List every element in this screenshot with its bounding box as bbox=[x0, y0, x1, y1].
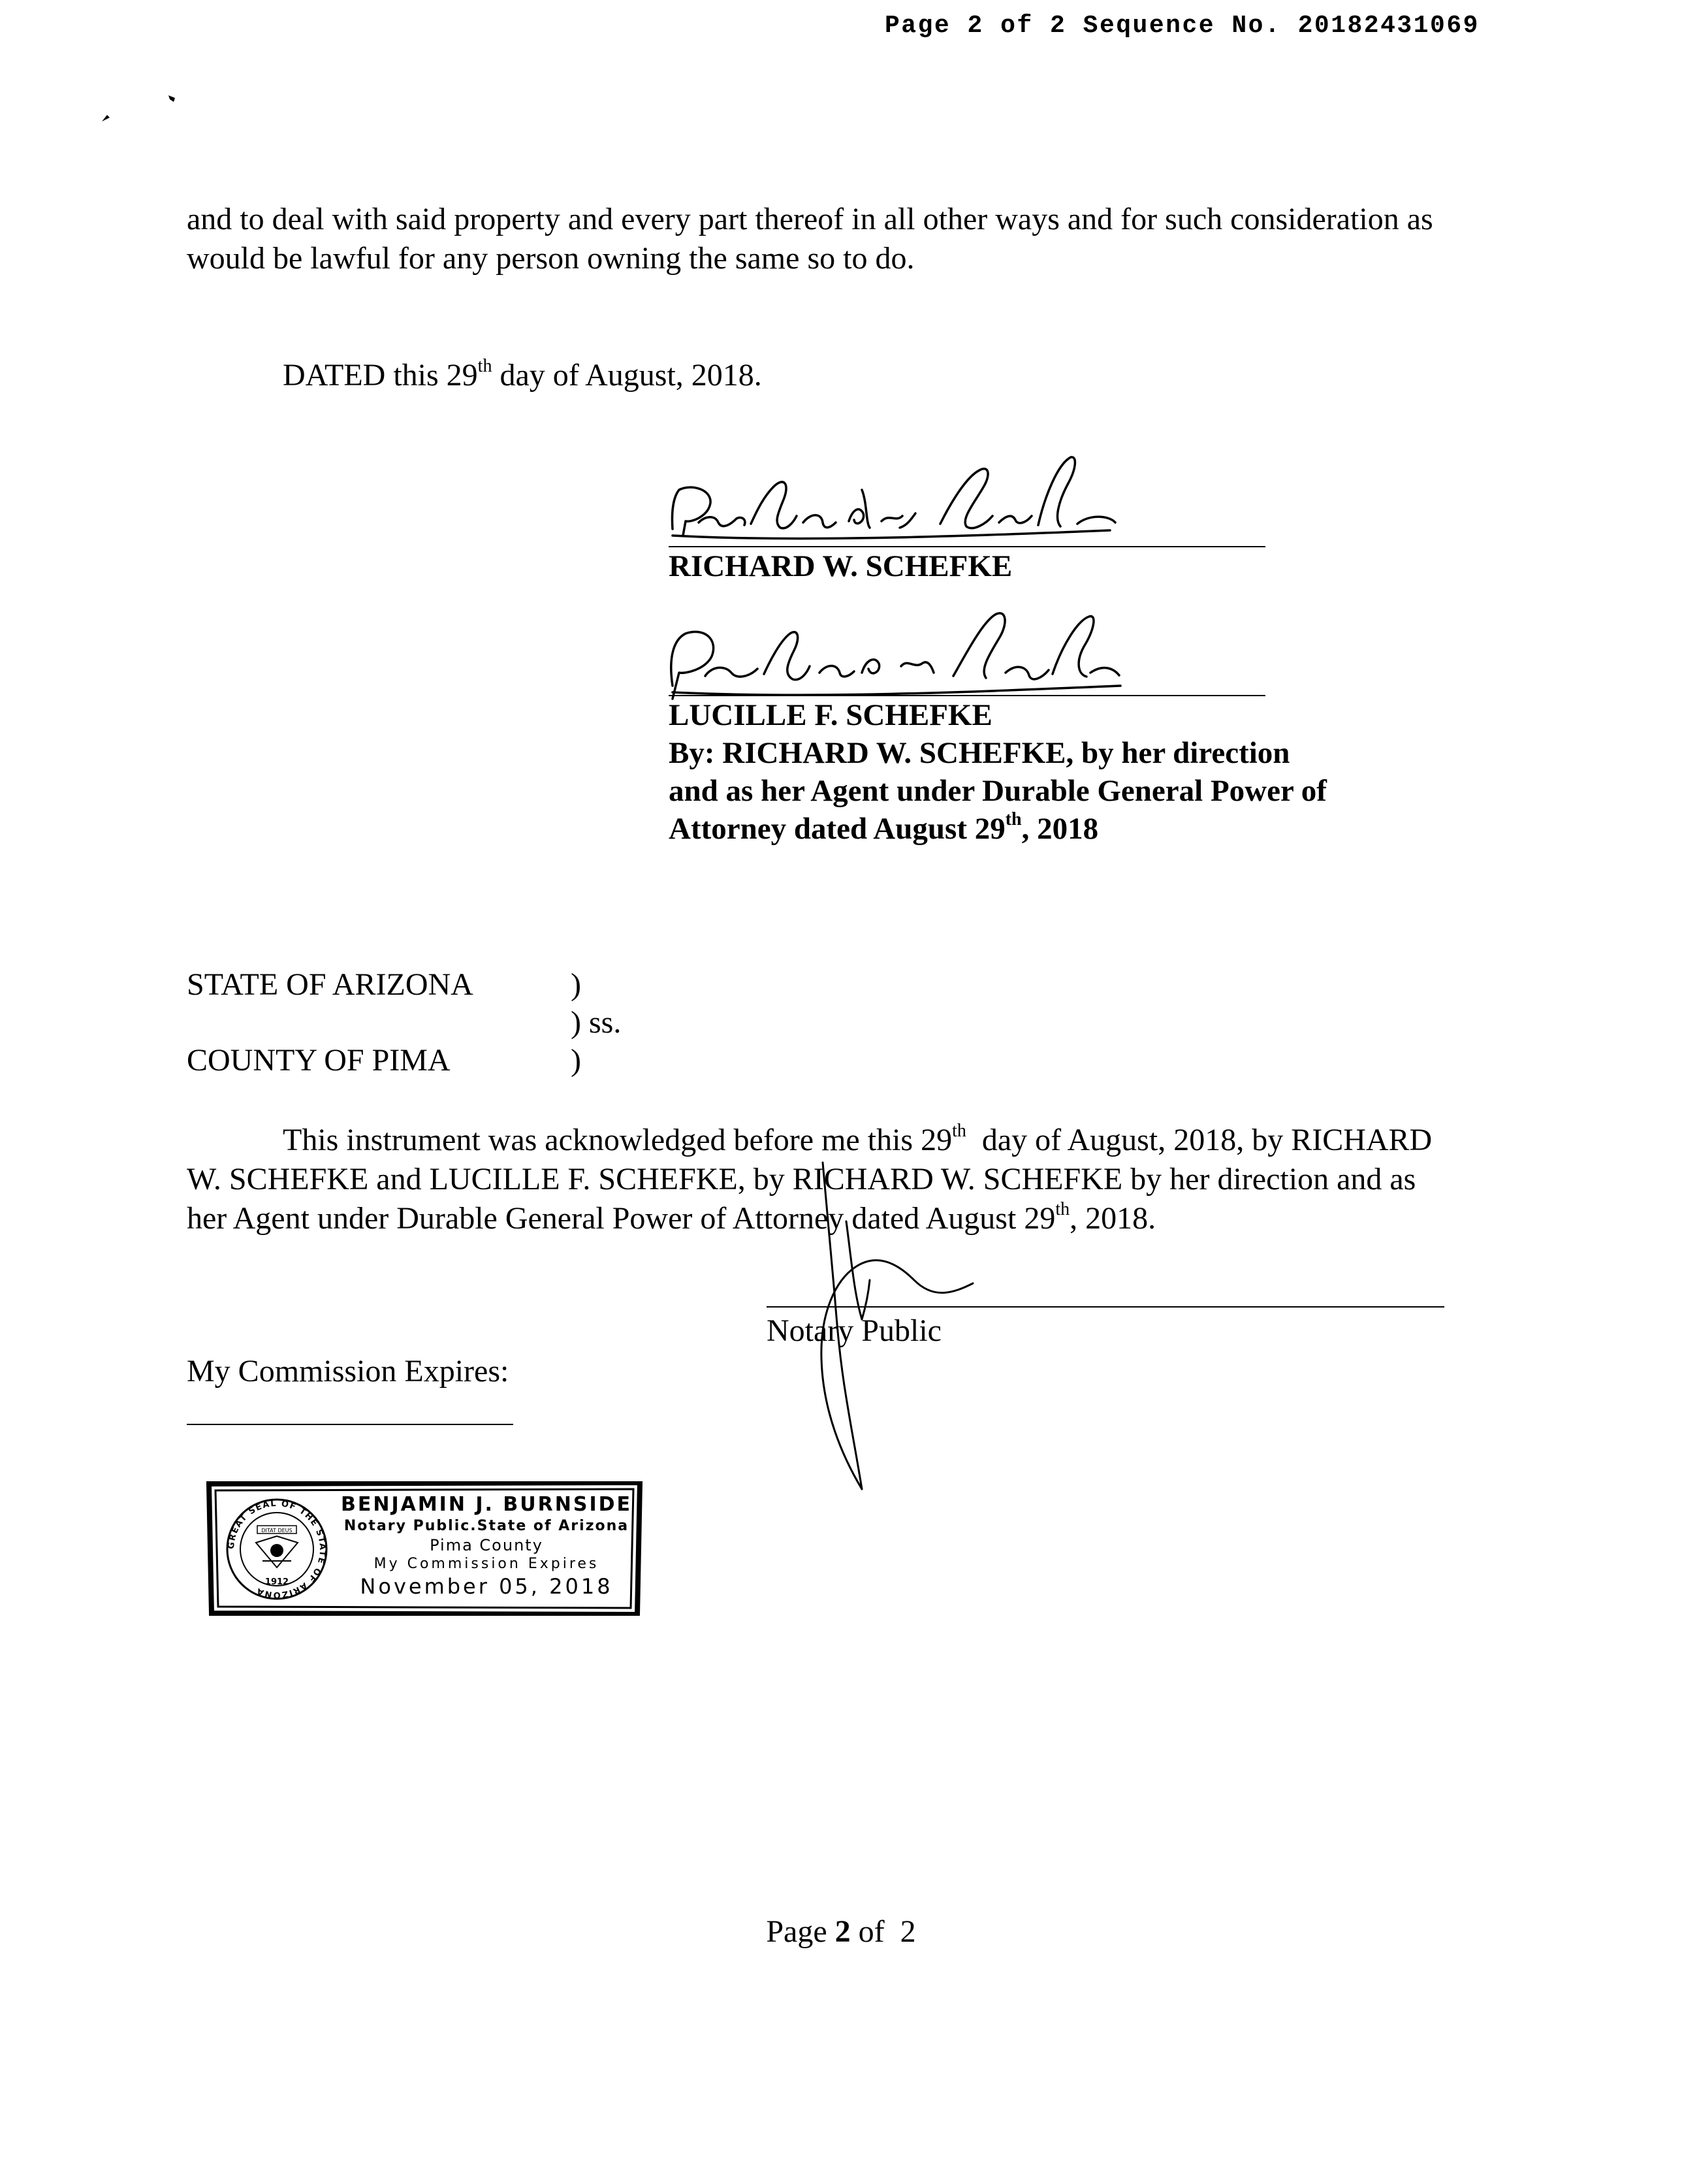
signer2-by-line-3-sup: th bbox=[1005, 809, 1022, 830]
acknowledgment-line-1-prefix: This instrument was acknowledged before me this 29 bbox=[283, 1123, 953, 1157]
commission-expires-line bbox=[187, 1424, 513, 1425]
continuation-line-2: would be lawful for any person owning the same so to do. bbox=[187, 241, 915, 276]
acknowledgment-line-3 bbox=[187, 1199, 1156, 1238]
dated-sup: th bbox=[477, 356, 492, 376]
stamp-notary-title: Notary Public.State of Arizona bbox=[343, 1518, 629, 1534]
signer1-name: RICHARD W. SCHEFKE bbox=[669, 549, 1013, 583]
acknowledgment-line-3-suffix: , 2018. bbox=[1070, 1201, 1156, 1236]
stamp-expires-date: November 05, 2018 bbox=[360, 1574, 613, 1599]
stamp-county: Pima County bbox=[430, 1536, 543, 1554]
footer-page-prefix: Page bbox=[766, 1914, 835, 1949]
venue-paren-1: ) bbox=[571, 967, 581, 1002]
venue-state: STATE OF ARIZONA bbox=[187, 967, 473, 1002]
signer2-by-line-3-suffix: , 2018 bbox=[1021, 812, 1099, 846]
venue-ss: ) ss. bbox=[571, 1005, 622, 1040]
acknowledgment-line-1-suffix: day of August, 2018, by RICHARD bbox=[966, 1123, 1433, 1157]
signature-richard bbox=[659, 451, 1117, 555]
venue-county: COUNTY OF PIMA bbox=[187, 1043, 451, 1078]
seal-year: 1912 bbox=[264, 1577, 289, 1587]
signer2-by-line-3-prefix: Attorney dated August 29 bbox=[669, 812, 1006, 846]
arizona-seal-icon bbox=[223, 1496, 330, 1603]
dated-prefix: DATED this 29 bbox=[283, 358, 478, 393]
signer2-by-line-2: and as her Agent under Durable General Power of bbox=[669, 774, 1327, 808]
footer-page-current: 2 bbox=[834, 1914, 851, 1949]
notary-stamp bbox=[206, 1481, 643, 1616]
signer2-name: LUCILLE F. SCHEFKE bbox=[669, 698, 992, 732]
venue-paren-3: ) bbox=[571, 1043, 581, 1078]
notary-signature bbox=[784, 1149, 979, 1502]
scan-speck-mark bbox=[98, 91, 183, 131]
signature-lucille-by-agent bbox=[653, 601, 1123, 705]
seal-ring-text: GREAT SEAL OF THE STATE OF ARIZONA bbox=[226, 1498, 328, 1600]
page-sequence-header: Page 2 of 2 Sequence No. 20182431069 bbox=[885, 12, 1480, 40]
notary-public-label: Notary Public bbox=[767, 1313, 942, 1348]
signer2-by-line-3 bbox=[669, 810, 1098, 848]
dated-line bbox=[283, 356, 762, 395]
stamp-notary-name: BENJAMIN J. BURNSIDE bbox=[340, 1493, 632, 1516]
page-footer bbox=[0, 1914, 1682, 1950]
seal-motto: DITAT DEUS bbox=[261, 1528, 293, 1534]
acknowledgment-line-3-sup: th bbox=[1055, 1199, 1070, 1219]
acknowledgment-line-3-prefix: her Agent under Durable General Power of Attorney dated August 29 bbox=[187, 1201, 1056, 1236]
acknowledgment-line-2: W. SCHEFKE and LUCILLE F. SCHEFKE, by RICHARD W. SCHEFKE by her direction and as bbox=[187, 1162, 1416, 1196]
stamp-expires-label: My Commission Expires bbox=[373, 1556, 599, 1572]
dated-suffix: day of August, 2018. bbox=[492, 358, 762, 393]
continuation-line-1: and to deal with said property and every part thereof in all other ways and for such consideration as bbox=[187, 202, 1433, 236]
acknowledgment-line-1-sup: th bbox=[952, 1121, 966, 1141]
commission-expires-label: My Commission Expires: bbox=[187, 1354, 509, 1389]
footer-page-suffix: of 2 bbox=[850, 1914, 916, 1949]
signer2-by-line-1: By: RICHARD W. SCHEFKE, by her direction bbox=[669, 736, 1290, 770]
